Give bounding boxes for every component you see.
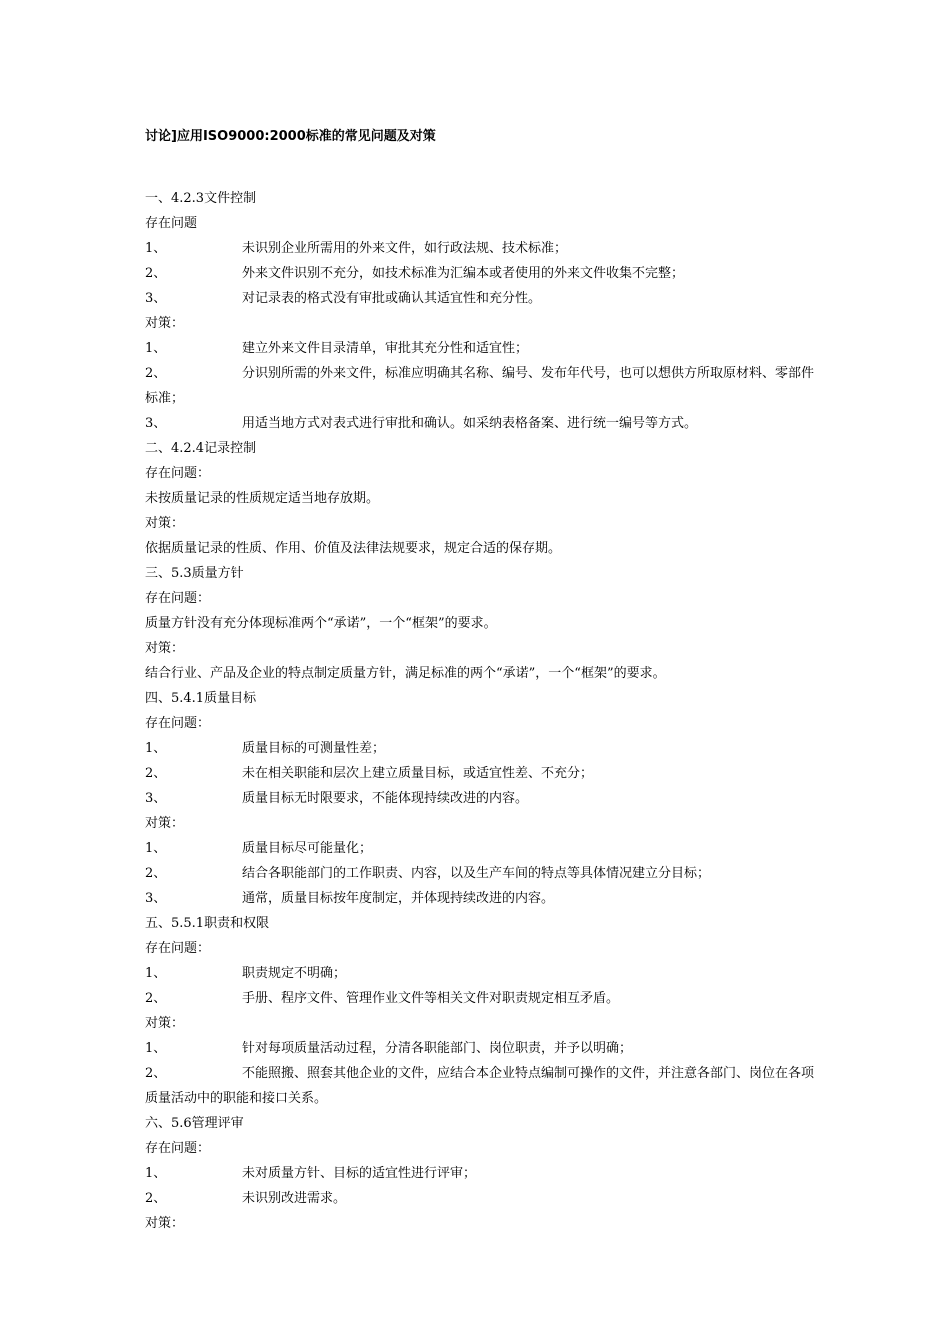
measure-text: 依据质量记录的性质、作用、价值及法律法规要求，规定合适的保存期。	[145, 541, 562, 556]
list-item	[145, 1186, 815, 1211]
item-number: 3、	[145, 791, 167, 806]
problems-label: 存在问题：	[145, 1141, 211, 1156]
list-item	[145, 986, 815, 1011]
section-responsibilities	[145, 911, 815, 1111]
title-spacer	[145, 149, 815, 186]
section-record-control	[145, 436, 815, 561]
list-item	[145, 411, 815, 436]
item-text: 职责规定不明确；	[242, 966, 347, 981]
item-number: 1、	[145, 841, 167, 856]
list-item	[145, 861, 815, 886]
item-text: 对记录表的格式没有审批或确认其适宜性和充分性。	[242, 291, 542, 306]
measures-label: 对策：	[145, 316, 185, 331]
list-item	[145, 736, 815, 761]
item-number: 3、	[145, 891, 167, 906]
list-item	[145, 761, 815, 786]
measures-label: 对策：	[145, 1216, 185, 1231]
item-text: 建立外来文件目录清单，审批其充分性和适宜性；	[242, 341, 529, 356]
item-number: 2、	[145, 991, 167, 1006]
list-item	[145, 1036, 815, 1061]
list-item	[145, 1161, 815, 1186]
measures-label: 对策：	[145, 816, 185, 831]
problems-label: 存在问题：	[145, 941, 211, 956]
measures-label: 对策：	[145, 516, 185, 531]
item-number: 2、	[145, 866, 167, 881]
list-item	[145, 336, 815, 361]
item-text: 结合各职能部门的工作职责、内容，以及生产车间的特点等具体情况建立分目标；	[242, 866, 711, 881]
section-management-review	[145, 1111, 815, 1236]
measure-text: 结合行业、产品及企业的特点制定质量方针，满足标准的两个“承诺”，一个“框架”的要求。	[145, 666, 666, 681]
measures-label: 对策：	[145, 1016, 185, 1031]
problem-text: 未按质量记录的性质规定适当地存放期。	[145, 491, 380, 506]
item-text: 手册、程序文件、管理作业文件等相关文件对职责规定相互矛盾。	[242, 991, 620, 1006]
problems-label: 存在问题：	[145, 716, 211, 731]
item-text: 质量目标的可测量性差；	[242, 741, 386, 756]
item-number: 2、	[145, 1191, 167, 1206]
list-item	[145, 786, 815, 811]
section-quality-policy	[145, 561, 815, 686]
item-number: 3、	[145, 416, 167, 431]
problem-text: 质量方针没有充分体现标准两个“承诺”，一个“框架”的要求。	[145, 616, 497, 631]
item-number: 2、	[145, 1066, 167, 1081]
section-file-control	[145, 186, 815, 436]
list-item	[145, 961, 815, 986]
list-item	[145, 1061, 815, 1111]
section-heading: 六、5.6管理评审	[145, 1116, 244, 1131]
item-text: 用适当地方式对表式进行审批和确认。如采纳表格备案、进行统一编号等方式。	[242, 416, 698, 431]
problems-label: 存在问题：	[145, 466, 211, 481]
item-number: 1、	[145, 341, 167, 356]
item-text: 不能照搬、照套其他企业的文件，应结合本企业特点编制可操作的文件，并注意各部门、岗位在各项质量活动中的职能和接口关系。	[145, 1066, 815, 1106]
document-page	[145, 124, 815, 1236]
item-number: 2、	[145, 366, 167, 381]
section-heading: 三、5.3质量方针	[145, 566, 244, 581]
item-number: 1、	[145, 1041, 167, 1056]
section-quality-objectives	[145, 686, 815, 911]
item-text: 未识别企业所需用的外来文件，如行政法规、技术标准；	[242, 241, 568, 256]
item-text: 未识别改进需求。	[242, 1191, 347, 1206]
item-number: 2、	[145, 266, 167, 281]
item-text: 未在相关职能和层次上建立质量目标，或适宜性差、不充分；	[242, 766, 594, 781]
item-text: 外来文件识别不充分，如技术标准为汇编本或者使用的外来文件收集不完整；	[242, 266, 685, 281]
problems-label: 存在问题：	[145, 591, 211, 606]
item-text: 针对每项质量活动过程，分清各职能部门、岗位职责，并予以明确；	[242, 1041, 633, 1056]
item-number: 1、	[145, 966, 167, 981]
list-item	[145, 836, 815, 861]
section-heading: 四、5.4.1质量目标	[145, 691, 257, 706]
list-item	[145, 361, 815, 411]
measures-label: 对策：	[145, 641, 185, 656]
item-number: 2、	[145, 766, 167, 781]
list-item	[145, 886, 815, 911]
item-text: 质量目标无时限要求，不能体现持续改进的内容。	[242, 791, 529, 806]
item-number: 1、	[145, 741, 167, 756]
item-number: 1、	[145, 1166, 167, 1181]
item-number: 3、	[145, 291, 167, 306]
section-heading: 一、4.2.3文件控制	[145, 191, 257, 206]
item-number: 1、	[145, 241, 167, 256]
list-item	[145, 261, 815, 286]
section-heading: 二、4.2.4记录控制	[145, 441, 257, 456]
item-text: 分识别所需的外来文件，标准应明确其名称、编号、发布年代号，也可以想供方所取原材料、零部件标准；	[145, 366, 815, 406]
list-item	[145, 236, 815, 261]
problems-label: 存在问题	[145, 216, 198, 231]
item-text: 通常，质量目标按年度制定，并体现持续改进的内容。	[242, 891, 555, 906]
item-text: 质量目标尽可能量化；	[242, 841, 373, 856]
item-text: 未对质量方针、目标的适宜性进行评审；	[242, 1166, 477, 1181]
list-item	[145, 286, 815, 311]
document-title: 讨论]应用ISO9000:2000标准的常见问题及对策	[145, 129, 436, 144]
section-heading: 五、5.5.1职责和权限	[145, 916, 270, 931]
